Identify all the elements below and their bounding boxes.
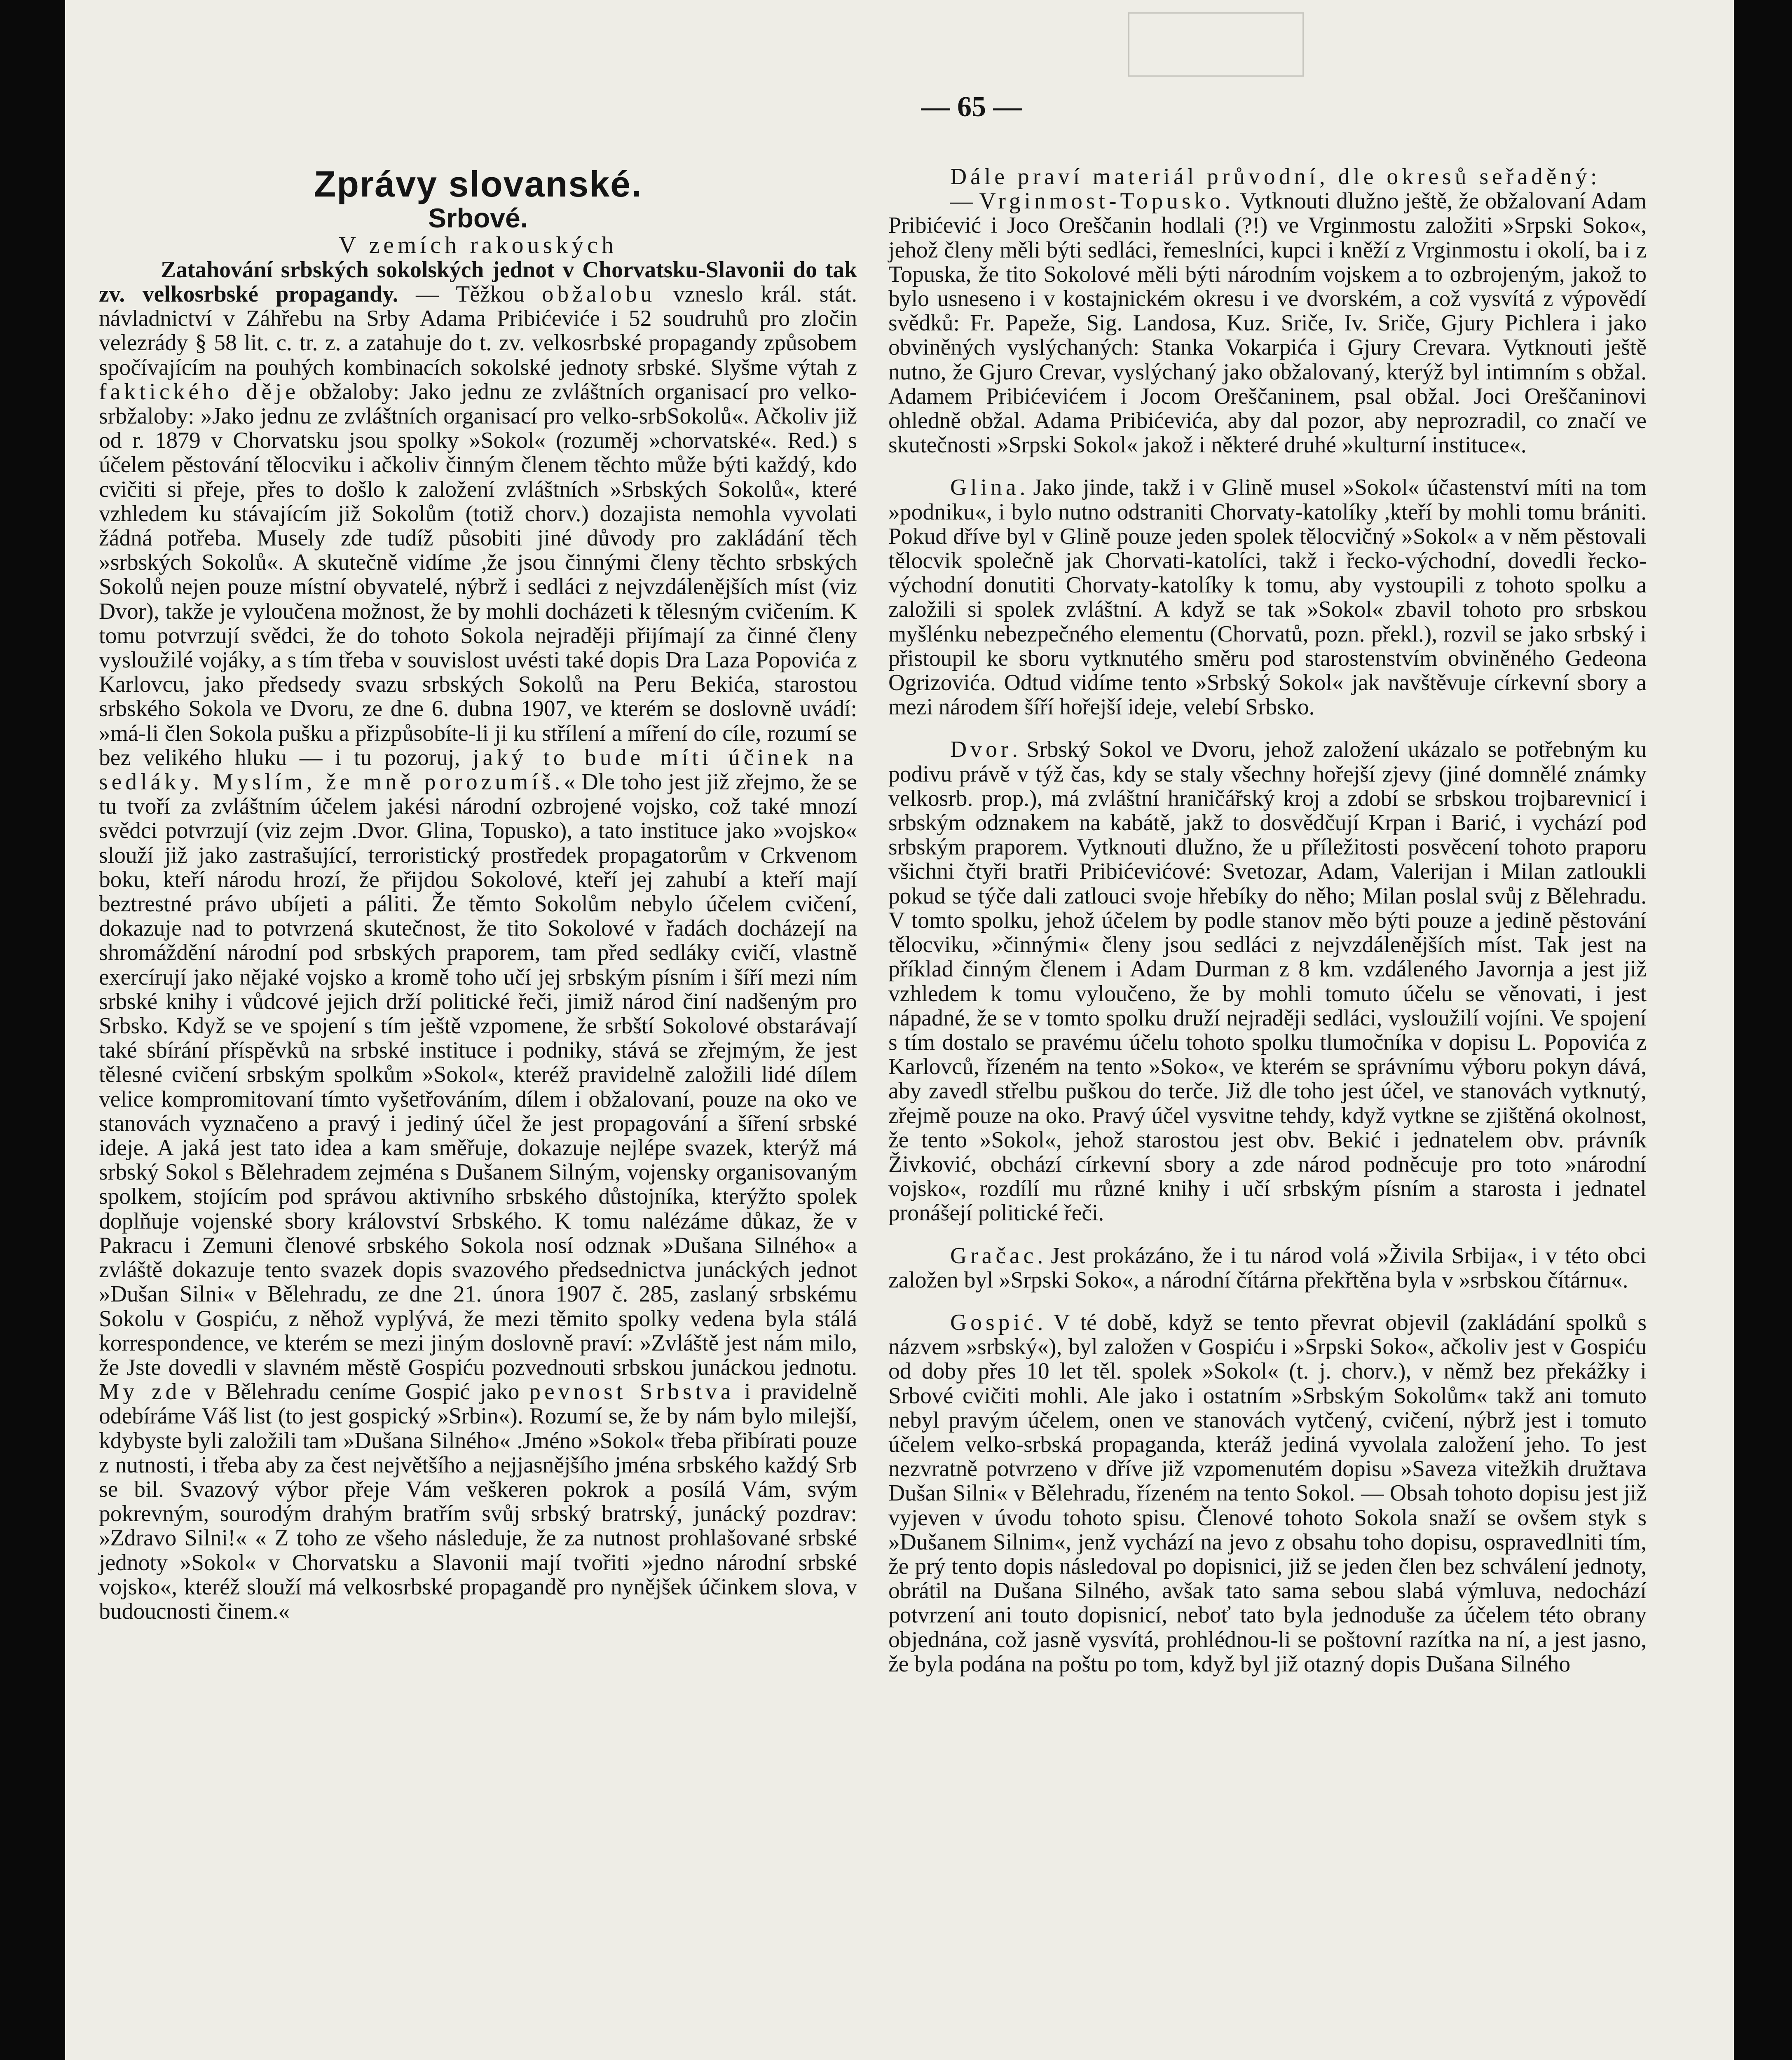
page-number: — 65 — bbox=[921, 91, 1022, 123]
paragraph-dvor: Dvor. Srbský Sokol ve Dvoru, jehož založení ukázalo se potřebným ku podivu právě v týž čas, kdy se staly všechny hořejší zjevy (jiné domnělé známky velkosrb. prop.), má zvláštní hraničářský kroj a zdobí se srbskou trojbarevnicí i srbským odznakem na kabátě, jakž to dosvědčují Krpan i Barić, i vychází pod srbským praporem. Vytknouti dlužno, že u příležitosti posvěcení tohoto praporu všichni čtyři bratři Pribićevićové: Svetozar, Adam, Valerijan i Milan zatloukli pokud se týče dali zatlouci svoje hřebíky do něho; Milan poslal svůj z Bělehradu. V tomto spolku, jehož účelem by podle stanov měo býti pouze a jedině pěstování tělocviku, »činnými« členy jsou sedláci z nejvzdálenějších míst. Tak jest na příklad činným členem i Adam Durman z 8 km. vzdáleného Javornja a jest již vzhledem k tomu vyloučeno, že by mohli tomuto účelu se věnovati, i jest nápadné, že se v tomto spolku druží nejraději sedláci, vysloužilí vojíni. Ve spojení s tím dostalo se pravému účelu tohoto spolku tlumočníka v dopisu L. Popovića z Karlovců, řízeném na tento »Soko«, ve kterém se správnímu výboru pokyn dává, aby zavedl střelbu puškou do terče. Již dle toho jest účel, ve stanovách vytknutý, zřejmě pouze na oko. Pravý účel vysvitne tehdy, když vytkne se zjištěná okolnost, že tento »Sokol«, jehož starostou jest obv. Bekić i jednatelem obv. právník Živković, obchází církevní sbory a zde národ podněcuje pro toto »národní vojsko«, rozdílí mu různé knihy i učí srbským písním a starosta i jednatel pronášejí politické řeči. bbox=[888, 737, 1647, 1226]
library-stamp bbox=[1128, 12, 1304, 77]
intro-paragraph: Dále praví materiál průvodní, dle okresů seřaděný: bbox=[950, 164, 1601, 190]
paragraph-gracac: Gračac. Jest prokázáno, že i tu národ volá »Živila Srbija«, i v této obci založen byl »Srpski Soko«, a národní čítárna překřtěna byla v »srbskou čítárnu«. bbox=[888, 1243, 1647, 1293]
region-heading: V zemích rakouských bbox=[339, 232, 617, 258]
article-lead: Zatahování srbských sokolských jednot v Chorvatsku-Slavonii do tak zv. velkosrbské propagandy. bbox=[99, 257, 857, 307]
paragraph-glina: Glina. Jako jinde, takž i v Glině musel »Sokol« účastenství míti na tom »podniku«, i bylo nutno odstraniti Chorvaty-katolíky ,kteří by mohli tomu brániti. Pokud dříve byl v Glině pouze jeden spolek tělocvičný »Sokol« a v něm pěstovali tělocvik společně jak Chorvati-katolíci, takž i řecko-východní, dovedli řecko-východní donutiti Chorvaty-katolíky k tomu, aby vystoupili z tohoto spolku a založili si spolek zvláštní. A když se tak »Sokol« zbavil tohoto pro srbskou myšlénku nebezpečného elementu (Chorvatů, pozn. překl.), rozvil se jako srbský i přistoupil ke sboru vytknutého směru pod starostenstvím obviněného Gedeona Ogrizovića. Odtud vidíme tento »Srbský Sokol« jak navštěvuje církevní sbory a mezi národem šíří hořejší ideje, velebí Srbsko. bbox=[888, 475, 1647, 720]
paragraph-gospic: Gospić. V té době, když se tento převrat objevil (zakládání spolků s názvem »srbský«), byl založen v Gospiću i »Srpski Soko«, ačkoliv jest v Gospiću od doby přes 10 let těl. spolek »Sokol« (t. j. chorv.), v němž bez překážky i Srbové cvičiti mohli. Ale jako i ostatním »Srbským Sokolům« takž ani tomuto nebyl pravým účelem, onen ve stanovách vytčený, cvičení, nýbrž jest i tomuto účelem velko-srbská propaganda, kteráž jediná vyvolala založení jeho. To jest nezvratně potvrzeno v dříve již vzpomenutém dopisu »Saveza vitežkih družtava Dušan Silni« v Bělehradu, řízeném na tento Sokol. — Obsah tohoto dopisu jest již vyjeven v úvodu tohoto spisu. Členové tohoto Sokola snaží se ovšem styk s »Dušanem Silnim«, jenž vychází na jevo z obsahu toho dopisu, ospravedlniti tím, že prý tento dopis následoval po dopisnici, již se jeden člen bez schválení jednoty, obrátil na Dušana Silného, avšak tato sama sebou slabá výmluva, nedochází potvrzení ani touto dopisnicí, neboť tato byla jednoduše za účelem této obrany objednána, což jasně vysvítá, prohlédnou-li se poštovní razítka na ní, a jest jasno, že byla podána na poštu po tom, když byl již otazný dopis Dušana Silného bbox=[888, 1309, 1647, 1677]
right-column bbox=[888, 165, 1647, 1676]
section-subtitle: Srbové. bbox=[428, 202, 528, 233]
document-page bbox=[65, 0, 1734, 2060]
left-column bbox=[99, 165, 857, 1624]
paragraph-vrginmost: — Vrginmost-Topusko. Vytknouti dlužno ještě, že obžalovaní Adam Pribićević i Joco Oreščanin hodlali (?!) ve Vrginmostu založiti »Srpski Soko«, jehož členy měli býti sedláci, řemeslníci, kupci i kněží z Vrginmostu i okolí, ba i z Topuska, že tito Sokolové měli býti národním vojskem a to ozbrojeným, jakož to bylo usneseno i v kostajnickém okresu i ve dvorském, a což vysvítá z výpovědí svědků: Fr. Papeže, Sig. Landosa, Kuz. Sriče, Iv. Sriče, Gjury Pichlera i jako obviněných vyslýchaných: Stanka Vokarpića i Gjury Crevara. Vytknouti ještě nutno, že Gjuro Crevar, vyslýchaný jako obžalovaný, kterýž byl intimním s obžal. Adamem Pribićevićem i Jocom Oreščaninem, psal obžal. Joci Oreščaninovi ohledně obžal. Adama Pribićevića, aby dal pozor, aby neprozradil, co značí ve skutečnosti »Srpski Sokol« jakož i některé druhé »kulturní instituce«. bbox=[888, 188, 1647, 458]
section-title: Zprávy slovanské. bbox=[314, 164, 642, 204]
article-paragraph: Zatahování srbských sokolských jednot v Chorvatsku-Slavonii do tak zv. velkosrbské propagandy. — Těžkou obžalobu vzneslo král. stát. návladnictví v Záhřebu na Srby Adama Pribićeviće i 52 soudruhů pro zločin velezrády § 58 lit. c. tr. z. a zatahuje do t. zv. velkosrbské propagandy způsobem spočívajícím na pouhých kombinacích sokolské jednoty srbské. Slyšme výtah z faktického děje obžaloby: Jako jednu ze zvláštních organisací pro velko-srbžaloby: »Jako jednu ze zvláštních organisací pro velko-srbSokolů«. Ačkoliv již od r. 1879 v Chorvatsku jsou spolky »Sokol« (rozuměj »chorvatské«. Red.) s účelem pěstování tělocviku i ačkoliv činným členem těchto může býti každý, kdo cvičiti si přeje, přes to došlo k založení zvláštních »Srbských Sokolů«, které vzhledem ku stávajícím již Sokolům (totiž chorv.) dozajista nemohla vyvolati žádná potřeba. Musely zde tudíž působiti jiné důvody pro zakládání těch »srbských Sokolů«. A skutečně vidíme ,že jsou činnými členy těchto srbských Sokolů nejen pouze místní obyvatelé, nýbrž i sedláci z nejvzdálenějších míst (viz Dvor), takže je vyloučena možnost, že by mohli docházeti k tělesným cvičením. K tomu potvrzují svědci, že do tohoto Sokola nejraději přijímají za činné členy vysloužilé vojáky, a s tím třeba v souvislost uvésti také dopis Dra Laza Popovića z Karlovcu, jako předsedy svazu srbských Sokolů na Peru Bekića, starostou srbského Sokola ve Dvoru, ze dne 6. dubna 1907, ve kterém se doslovně uvádí: »má-li člen Sokola pušku a přizpůsobíte-li ji ku střílení a míření do cíle, rozumí se bez velikého hluku — i tu pozoruj, jaký to bude míti účinek na sedláky. Myslím, že mně porozumíš.« Dle toho jest již zřejmo, že se tu tvoří za zvláštním účelem jakési národní ozbrojené vojsko, což také mnozí svědci potvrzují (viz zejm .Dvor. Glina, Topusko), a tato instituce jako »vojsko« slouží již jako zastrašující, terroristický prostředek propagatorům v Crkvenom boku, kteří národu hrozí, že přijdou Sokolové, kteří jej zahubí a kteří mají beztrestné právo ubíjeti a páliti. Že těmto Sokolům nebylo účelem cvičení, dokazuje nad to potvrzená skutečnost, že tito Sokolové v řadách docházejí na shromáždění národní pod srbských praporem, tam před sedláky cvičí, vlastně exercírují jako nějaké vojsko a kromě toho učí jej srbským písním i šíří mezi ním srbské knihy i vůdcové jejich drží politické řeči, jimiž národ činí nadšeným pro Srbsko. Když se ve spojení s tím ještě vzpomene, že srbští Sokolové obstarávají také sbírání příspěvků na srbské instituce i podniky, stává se zřejmým, že jest tělesné cvičení srbským spolkům »Sokol«, kteréž pravidelně založili lidé dílem velice kompromitovaní tímto vyšetřováním, dílem i obžalovaní, pouze na oko ve stanovách vyznačeno a pravý i jediný účel že jest propagování a šíření srbské ideje. A jaká jest tato idea a kam směřuje, dokazuje nejlépe svazek, kterýž má srbský Sokol s Bělehradem zejména s Dušanem Silným, vojensky organisovaným spolkem, stojícím pod správou aktivního srbského důstojníka, kterýžto spolek doplňuje vojenské sbory království Srbského. K tomu nalézáme důkaz, že v Pakracu i Zemuni členové srbského Sokola nosí odznak »Dušana Silného« a zvláště dokazuje tento svazek dopis svazového předsednictva junáckých jednot »Dušan Silni« v Bělehradu, ze dne 21. února 1907 č. 285, zaslaný srbskému Sokolu v Gospiću, z něhož vyplývá, že mezi těmito spolky vedena byla stálá korrespondence, ve kterém se mezi jiným doslovně praví: »Zvláště jest nám milo, že Jste dovedli v slavném městě Gospiću pozvednouti srbskou junáckou jednotu. My zde v Bělehradu ceníme Gospić jako pevnost Srbstva i pravidelně odebíráme Váš list (to jest gospický »Srbin«). Rozumí se, že by nám bylo milejší, kdybyste byli založili tam »Dušana Silného« .Jméno »Sokol« třeba přibírati pouze z nutnosti, i třeba aby za čest největšího a nejjasnějšího jména srbského každý Srb se bil. Svazový výbor přeje Vám veškeren pokrok a posílá Vám, svým pokrevným, sourodým drahým bratřím svůj srbský bratrský, junácký pozdrav: »Zdravo Silni!« « Z toho ze všeho následuje, že za nutnost prohlašované srbské jednoty »Sokol« v Chorvatsku a Slavonii mají tvořiti »jedno národní srbské vojsko«, kteréž slouží má velkosrbské propagandě pro nynějšek účinkem slova, v budoucnosti činem.« bbox=[99, 257, 857, 1624]
